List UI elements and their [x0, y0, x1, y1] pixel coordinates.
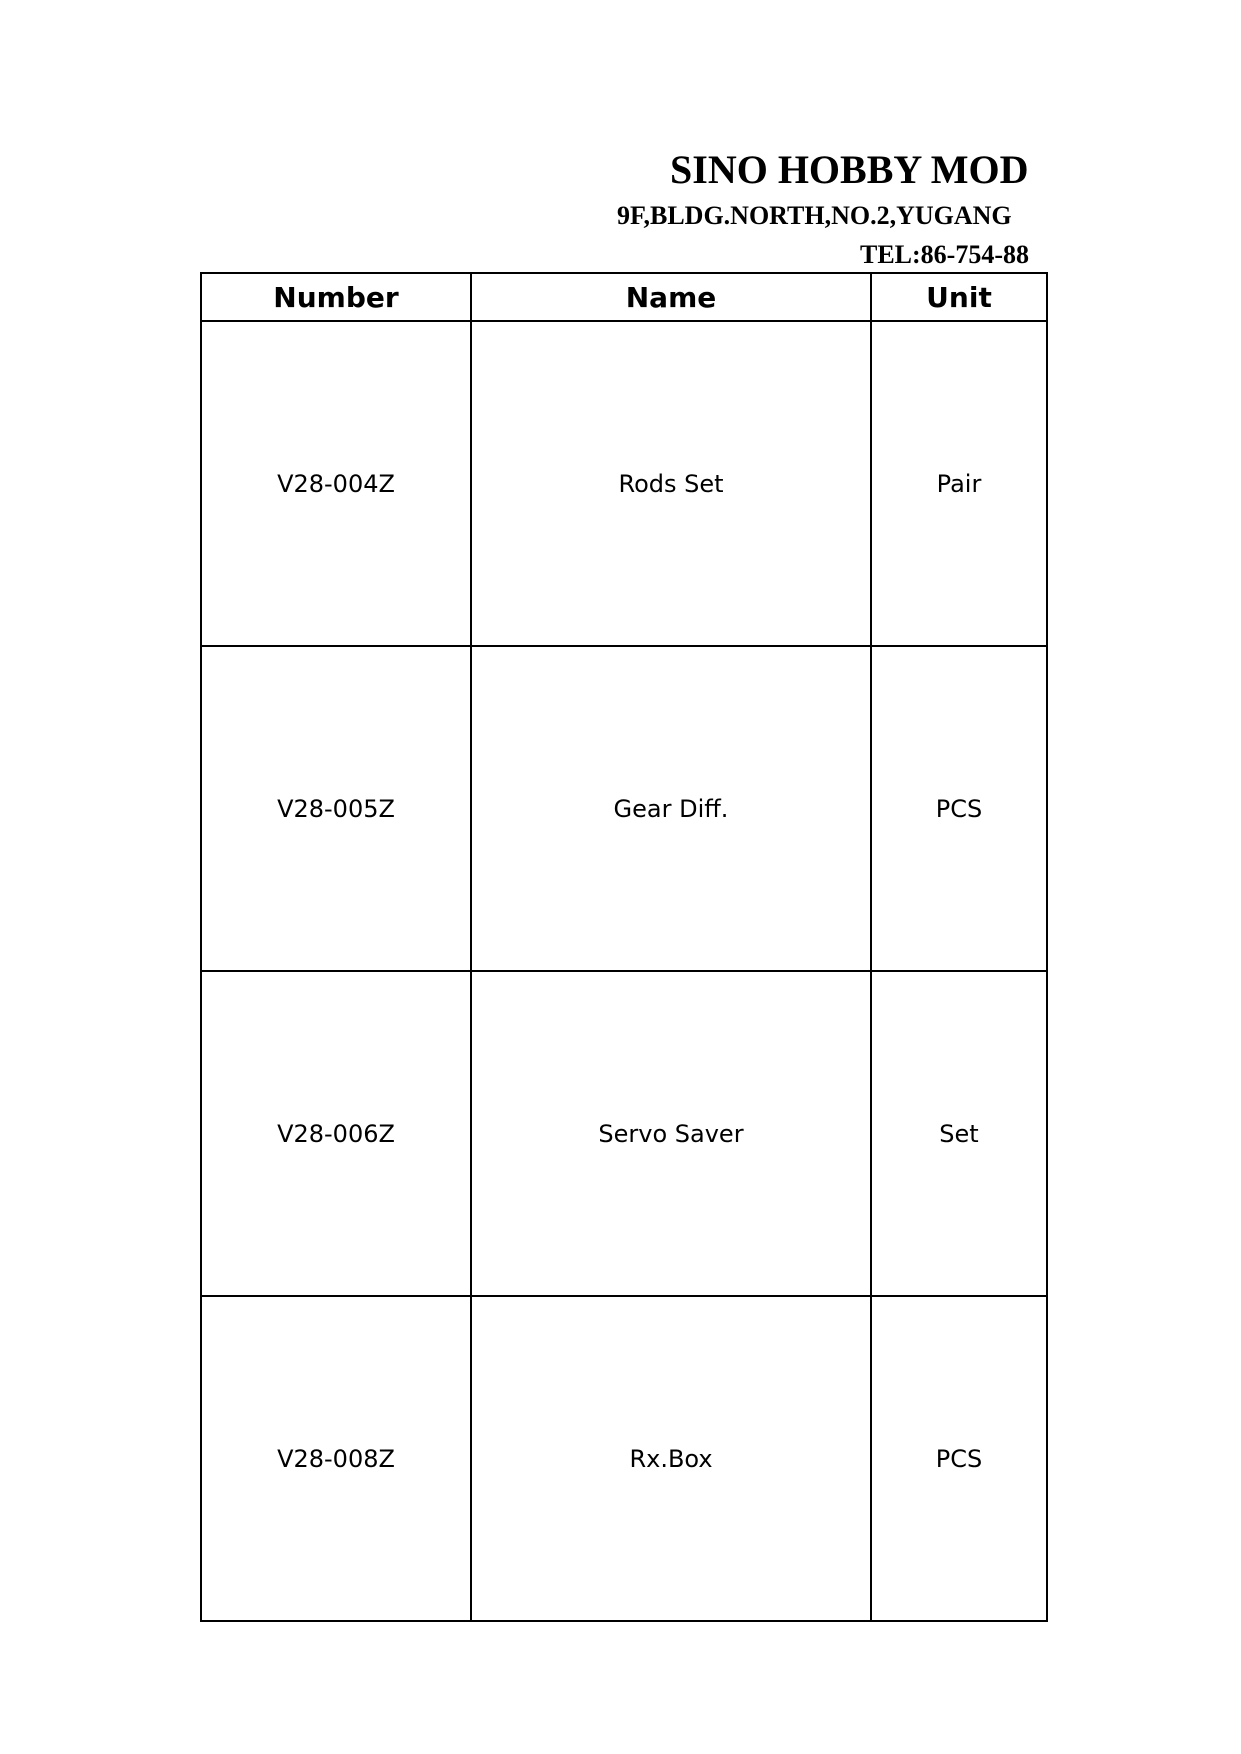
parts-table	[200, 272, 1048, 1622]
cell-name: Gear Diff.	[471, 646, 871, 971]
cell-unit: Pair	[871, 321, 1047, 646]
cell-number: V28-006Z	[201, 971, 471, 1296]
company-name: SINO HOBBY MOD	[670, 147, 1029, 192]
company-tel: TEL:86-754-88	[860, 240, 1029, 269]
cell-number: V28-005Z	[201, 646, 471, 971]
cell-name: Rods Set	[471, 321, 871, 646]
table-row	[201, 971, 1047, 1296]
header-row	[201, 273, 1047, 321]
column-header-unit: Unit	[871, 273, 1047, 321]
cell-unit: PCS	[871, 1296, 1047, 1621]
table-header	[201, 273, 1047, 321]
cell-number: V28-004Z	[201, 321, 471, 646]
cell-unit: PCS	[871, 646, 1047, 971]
table-body	[201, 321, 1047, 1621]
cell-name: Servo Saver	[471, 971, 871, 1296]
table-row	[201, 321, 1047, 646]
cell-unit: Set	[871, 971, 1047, 1296]
cell-number: V28-008Z	[201, 1296, 471, 1621]
table-row	[201, 646, 1047, 971]
column-header-number: Number	[201, 273, 471, 321]
table-row	[201, 1296, 1047, 1621]
cell-name: Rx.Box	[471, 1296, 871, 1621]
column-header-name: Name	[471, 273, 871, 321]
company-address: 9F,BLDG.NORTH,NO.2,YUGANG	[617, 201, 1012, 230]
document-header	[200, 130, 1046, 270]
